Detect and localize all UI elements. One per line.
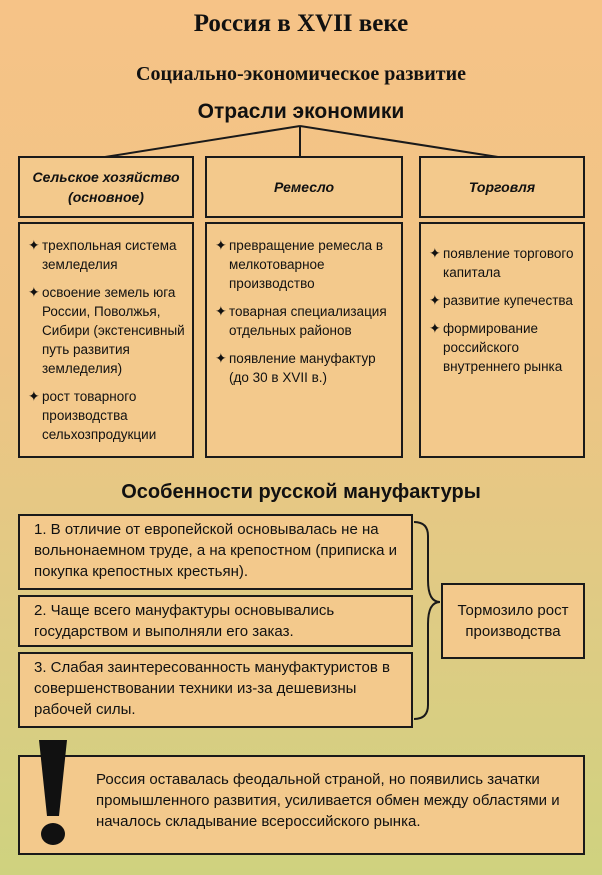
list-item: ✦ превращение ремесла в мелкотоварное производство: [215, 237, 384, 291]
list-item: ✦ появление торгового капитала: [429, 245, 574, 280]
connector-trade: [300, 126, 498, 157]
branches-title: Отрасли экономики: [197, 100, 405, 123]
exclamation-mark-icon: [33, 738, 73, 848]
branch-column-trade: [419, 222, 585, 458]
list-item: ✦ освоение земель юга России, Поволжья, Сибири (экстенсивный путь развития земледелия): [28, 284, 185, 376]
bullet-star-icon: ✦: [429, 320, 441, 336]
list-item: ✦ формирование российского внутреннего рынка: [429, 320, 563, 374]
page-title: Россия в XVII веке: [193, 10, 409, 37]
branch-header-trade: Торговля: [419, 156, 585, 218]
feature-item-1: 1. В отличие от европейской основывалась не на вольнонаемном труде, а на крепостном (приписка и покупка крепостных крестьян).: [18, 514, 413, 590]
bullet-star-icon: ✦: [215, 303, 227, 319]
bullet-star-icon: ✦: [429, 292, 441, 308]
bullet-star-icon: ✦: [429, 245, 441, 261]
feature-item-2: 2. Чаще всего мануфактуры основывались государством и выполняли его заказ.: [18, 595, 413, 647]
feature-item-3: 3. Слабая заинтересованность мануфактуристов в совершенствовании техники из-за дешевизны рабочей силы.: [18, 652, 413, 728]
branch-header-craft: Ремесло: [205, 156, 403, 218]
bullet-star-icon: ✦: [215, 350, 227, 366]
branch-column-craft: [205, 222, 403, 458]
list-item: ✦ развитие купечества: [429, 292, 573, 308]
list-item: ✦ трехпольная система земледелия: [28, 237, 177, 272]
branch-column-agriculture: [18, 222, 194, 458]
bullet-star-icon: ✦: [215, 237, 227, 253]
bullet-star-icon: ✦: [28, 388, 40, 404]
features-brace: [414, 522, 440, 719]
list-item: ✦ появление мануфактур (до 30 в XVII в.): [215, 350, 376, 385]
result-box: Тормозило рост производства: [441, 583, 585, 659]
page-subtitle: Социально-экономическое развитие: [136, 63, 466, 85]
features-title: Особенности русской мануфактуры: [121, 481, 481, 503]
branch-header-agriculture: Сельское хозяйство (основное): [18, 156, 194, 218]
list-item: ✦ рост товарного производства сельхозпродукции: [28, 388, 157, 442]
bullet-star-icon: ✦: [28, 284, 40, 300]
conclusion-box: Россия оставалась феодальной страной, но появились зачатки промышленного развития, усиливается обмен между областями и началось складывание всероссийского рынка.: [18, 755, 585, 855]
connector-agriculture: [105, 126, 300, 157]
list-item: ✦ товарная специализация отдельных районов: [215, 303, 387, 338]
bullet-star-icon: ✦: [28, 237, 40, 253]
